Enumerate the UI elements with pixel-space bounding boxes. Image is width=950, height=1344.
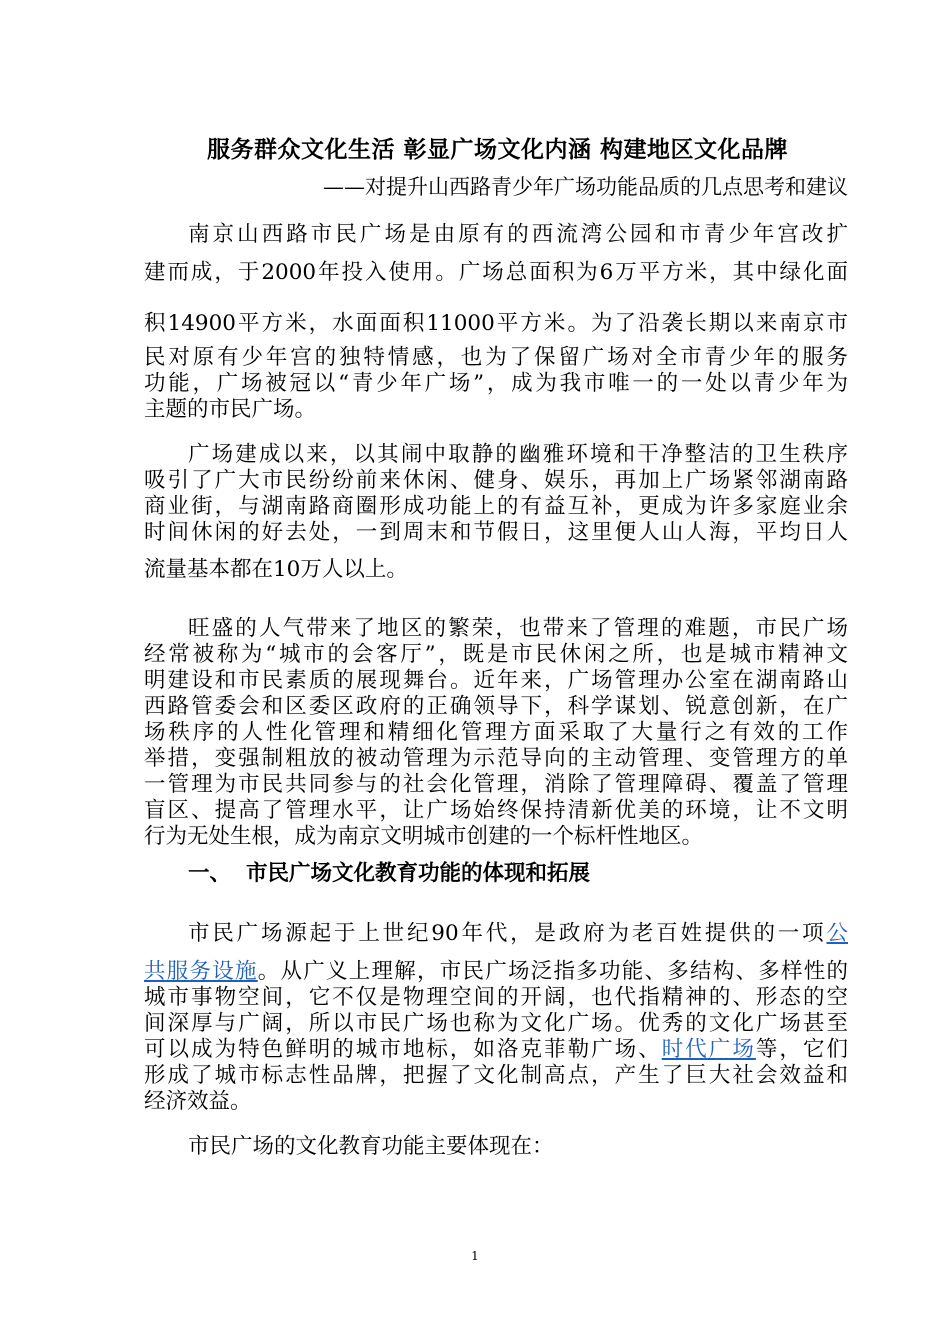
paragraph-4-line-6: 形成了城市标志性品牌，把握了文化制高点，产生了巨大社会效益和 xyxy=(144,1063,848,1088)
paragraph-4-line-1-text: 市民广场源起于上世纪90年代，是政府为老百姓提供的一项 xyxy=(188,921,827,946)
paragraph-4-line-1 xyxy=(188,920,848,948)
times-square-link[interactable]: 时代广场 xyxy=(661,1037,756,1062)
paragraph-2-line-3: 商业街，与湖南路商圈形成功能上的有益互补，更成为许多家庭业余 xyxy=(144,494,848,519)
paragraph-3-line-6: 举措，变强制粗放的被动管理为示范导向的主动管理、变管理方的单 xyxy=(144,746,848,771)
paragraph-3-line-4: 西路管委会和区委区政府的正确领导下，科学谋划、锐意创新，在广 xyxy=(144,694,848,719)
document-title: 服务群众文化生活 彰显广场文化内涵 构建地区文化品牌 xyxy=(206,137,788,163)
paragraph-5: 市民广场的文化教育功能主要体现在： xyxy=(188,1134,554,1159)
section-1-title: 市民广场文化教育功能的体现和拓展 xyxy=(246,861,591,886)
paragraph-1-line-2: 建而成，于2000年投入使用。广场总面积为6万平方米，其中绿化面 xyxy=(144,260,848,285)
section-1-heading xyxy=(188,860,590,888)
paragraph-2-line-4: 时间休闲的好去处，一到周末和节假日，这里便人山人海，平均日人 xyxy=(144,520,848,545)
paragraph-3-line-8: 盲区、提高了管理水平，让广场始终保持清新优美的环境，让不文明 xyxy=(144,798,848,823)
paragraph-2-line-1: 广场建成以来，以其闹中取静的幽雅环境和干净整洁的卫生秩序 xyxy=(188,442,848,467)
paragraph-1-line-5: 功能，广场被冠以“青少年广场”，成为我市唯一的一处以青少年为 xyxy=(144,371,848,396)
paragraph-2-line-5: 流量基本都在10万人以上。 xyxy=(144,557,408,582)
paragraph-4-line-4: 间深厚与广阔，所以市民广场也称为文化广场。优秀的文化广场甚至 xyxy=(144,1011,848,1036)
paragraph-3-line-1: 旺盛的人气带来了地区的繁荣，也带来了管理的难题，市民广场 xyxy=(188,616,848,641)
paragraph-4-line-5-text: 可以成为特色鲜明的城市地标，如洛克菲勒广场、 xyxy=(144,1037,662,1062)
public-service-facility-link-continued[interactable]: 共服务设施 xyxy=(144,959,258,984)
paragraph-4-line-3: 城市事物空间，它不仅是物理空间的开阔，也代指精神的、形态的空 xyxy=(144,985,848,1010)
section-1-number: 一、 xyxy=(188,861,232,886)
paragraph-1-line-1: 南京山西路市民广场是由原有的西流湾公园和市青少年宫改扩 xyxy=(188,222,848,247)
public-service-facility-link[interactable]: 公 xyxy=(826,921,848,946)
paragraph-4-line-2 xyxy=(144,958,848,986)
paragraph-3-line-9: 行为无处生根，成为南京文明城市创建的一个标杆性地区。 xyxy=(144,824,704,849)
document-subtitle: ——对提升山西路青少年广场功能品质的几点思考和建议 xyxy=(323,175,848,199)
paragraph-1-line-6: 主题的市民广场。 xyxy=(144,397,317,422)
paragraph-4-line-5-tail: 等，它们 xyxy=(755,1037,848,1062)
paragraph-4-line-5 xyxy=(144,1036,848,1064)
paragraph-1-line-4: 民对原有少年宫的独特情感，也为了保留广场对全市青少年的服务 xyxy=(144,345,848,370)
page-number: 1 xyxy=(471,1249,479,1263)
paragraph-3-line-5: 场秩序的人性化管理和精细化管理方面采取了大量行之有效的工作 xyxy=(144,720,848,745)
paragraph-4-line-2-text: 。从广义上理解，市民广场泛指多功能、多结构、多样性的 xyxy=(257,959,848,984)
paragraph-1-line-3: 积14900平方米，水面面积11000平方米。为了沿袭长期以来南京市 xyxy=(144,311,848,336)
paragraph-4-line-7: 经济效益。 xyxy=(144,1089,252,1114)
paragraph-3-line-2: 经常被称为“城市的会客厅”，既是市民休闲之所，也是城市精神文 xyxy=(144,642,848,667)
paragraph-2-line-2: 吸引了广大市民纷纷前来休闲、健身、娱乐，再加上广场紧邻湖南路 xyxy=(144,468,848,493)
paragraph-3-line-7: 一管理为市民共同参与的社会化管理，消除了管理障碍、覆盖了管理 xyxy=(144,772,848,797)
paragraph-3-line-3: 明建设和市民素质的展现舞台。近年来，广场管理办公室在湖南路山 xyxy=(144,668,848,693)
